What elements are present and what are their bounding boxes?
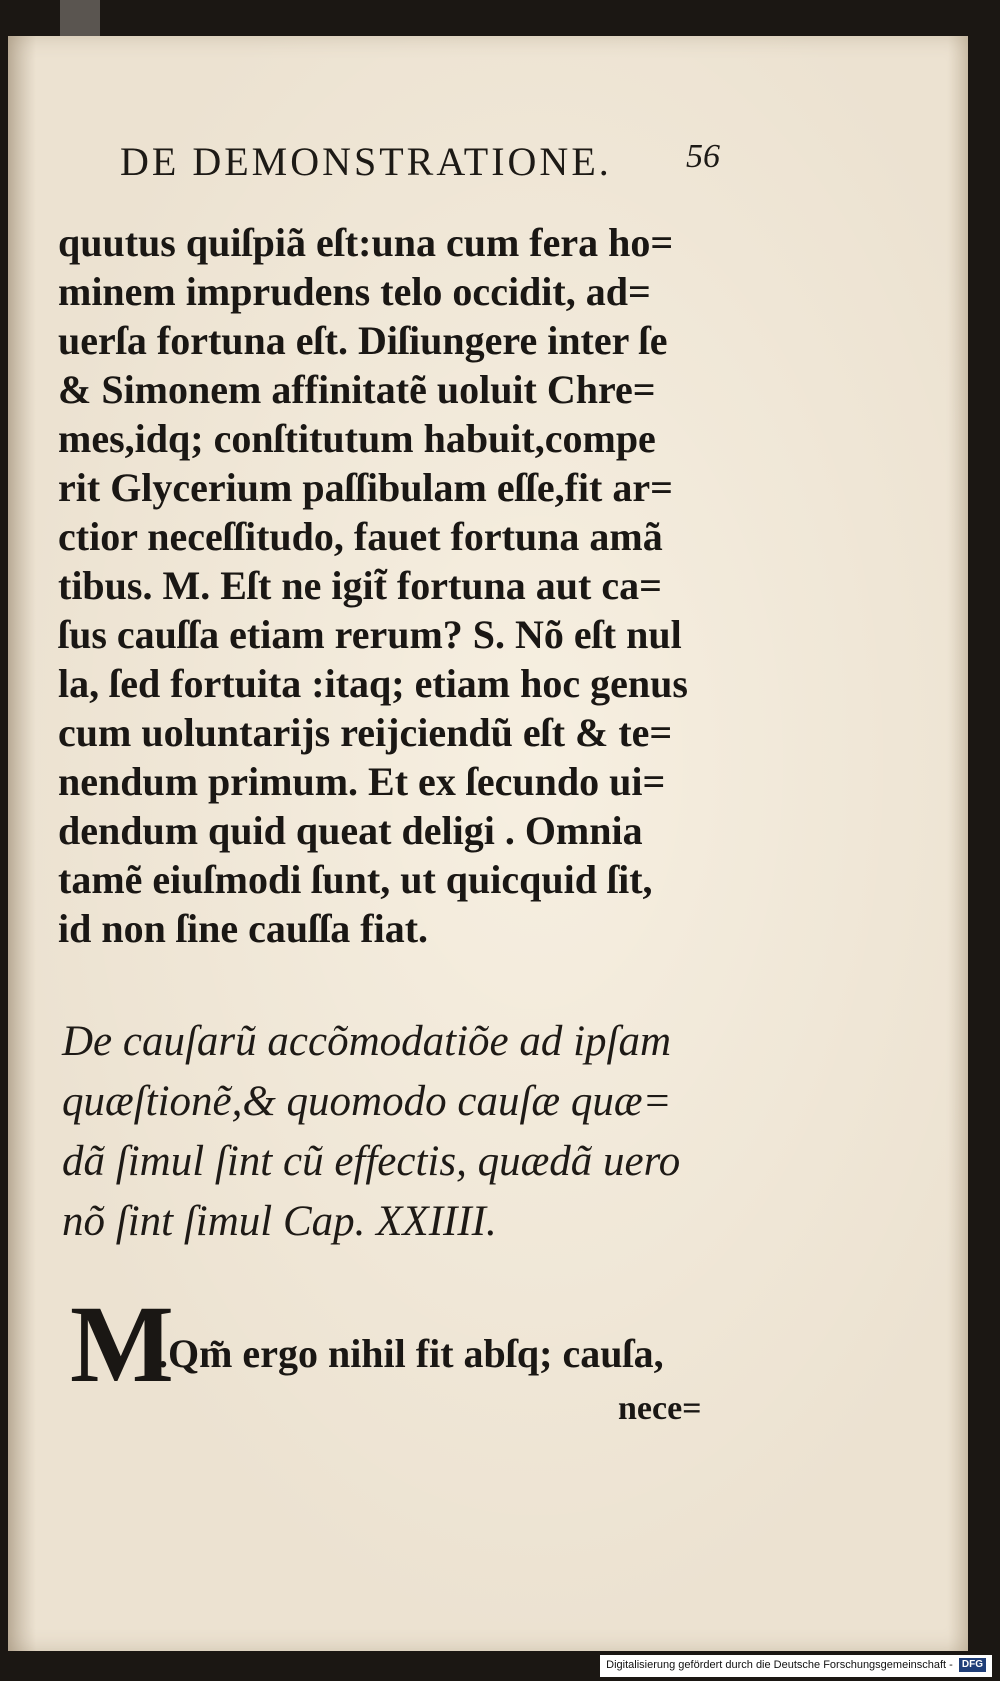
book-page: [8, 36, 968, 1651]
catchword: nece=: [618, 1390, 702, 1427]
body-text-block: [58, 218, 738, 953]
running-header: [120, 124, 720, 184]
text-line: uerſa fortuna eſt. Diſiungere inter ſe: [58, 318, 668, 363]
running-title: DE DEMONSTRATIONE.: [120, 139, 612, 184]
text-line: cum uoluntariјs reijciendũ eſt & te=: [58, 710, 673, 755]
heading-line: dã ſimul ſint cũ effectis, quædã uero: [62, 1138, 681, 1185]
text-line: quutus quiſpiã eſt:una cum fera ho=: [58, 220, 674, 265]
text-line: rit Glycerium paſſibulam eſſe,fit ar=: [58, 465, 673, 510]
dfg-logo: DFG: [959, 1658, 986, 1672]
text-line: mes,idq; conſtitutum habuit,compe: [58, 416, 656, 461]
binding-shadow: [60, 0, 100, 36]
chapter-heading: [62, 1012, 742, 1252]
text-line: id non ſine cauſſa fiat.: [58, 906, 429, 951]
heading-line: quæſtionẽ,& quomodo cauſæ quæ=: [62, 1078, 672, 1125]
text-line: ſus cauſſa etiam rerum? S. Nõ eſt nul: [58, 612, 682, 657]
credit-text: Digitalisierung gefördert durch die Deutsche Forschungsgemeinschaft -: [606, 1659, 953, 1671]
opening-line: .Qm̃ ergo nihil fit abſq; cauſa,: [158, 1331, 664, 1376]
page-number: 56: [686, 138, 720, 175]
text-line: tibus. M. Eſt ne igit̃ fortuna aut ca=: [58, 563, 662, 608]
text-line: minem imprudens telo occidit, ad=: [58, 269, 651, 314]
text-line: nendum primum. Et ex ſecundo ui=: [58, 759, 666, 804]
text-line: ctior neceſſitudo, fauet fortuna amã: [58, 514, 663, 559]
text-line: tamẽ eiuſmodi ſunt, ut quicquid ſit,: [58, 857, 653, 902]
digitization-credit: [600, 1655, 992, 1677]
text-line: & Simonem affinitatẽ uoluit Chre=: [58, 367, 656, 412]
drop-cap-initial: M: [70, 1283, 174, 1405]
text-line: la, ſed fortuita :itaq; etiam hoc genus: [58, 661, 688, 706]
heading-line: nõ ſint ſimul Cap. XXIIII.: [62, 1198, 497, 1245]
text-line: dendum quid queat deligi . Omnia: [58, 808, 643, 853]
heading-line: De cauſarũ accõmodatiõe ad ipſam: [62, 1018, 672, 1065]
